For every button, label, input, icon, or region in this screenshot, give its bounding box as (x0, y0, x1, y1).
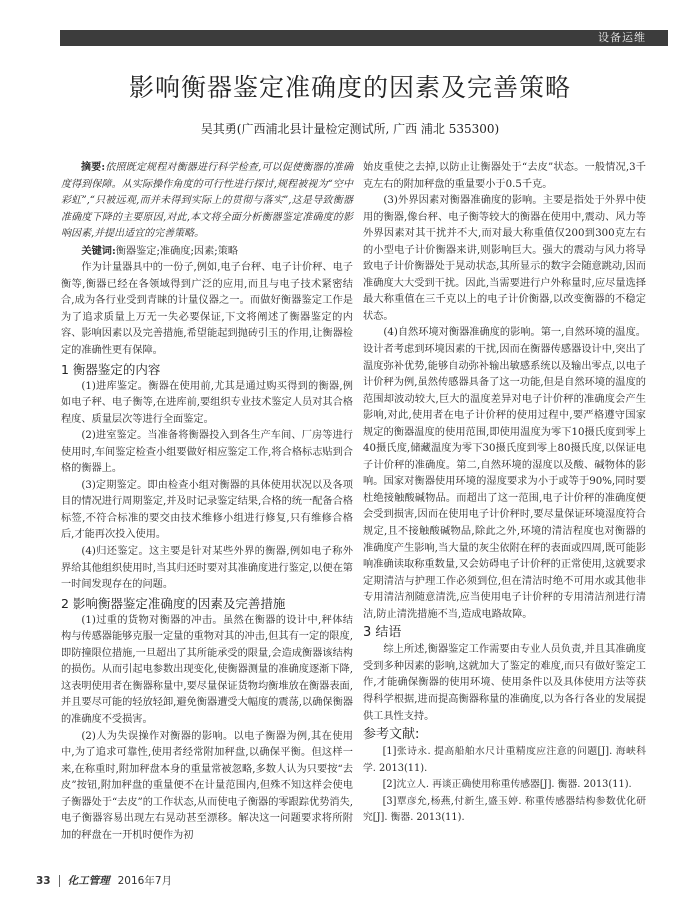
abstract-text: 依照既定规程对衡器进行科学检查,可以促使衡器的准确度得到保障。从实际操作角度的可行性进行探讨,规程被视为“空中彩虹”,“只被远观,而并未得到实际上的贯彻与落实”,这是导致衡器准确度下降的主要原因,对此,本文将全面分析衡器鉴定准确度的影响因素,并提出适宜的完善策略。 (61, 162, 353, 240)
keywords-text: 衡器鉴定;准确度;因素;策略 (115, 245, 239, 257)
keywords-label: 关键词: (81, 244, 116, 257)
footer-divider (59, 875, 60, 887)
paragraph: (3)定期鉴定。即由检查小组对衡器的具体使用状况以及各项目的情况进行周期鉴定,并及时记录鉴定结果,合格的统一配备合格标签,不符合标准的要交由技术维修小组进行修复,只有维修合格后,才能再次投入使用。 (61, 479, 353, 541)
section-1-heading: 1 衡器鉴定的内容 (61, 361, 161, 377)
left-column (61, 160, 353, 844)
paragraph: (1)过重的货物对衡器的冲击。虽然在衡器的设计中,秤体结构与传感器能够克服一定量的重物对其的冲击,但其有一定的限度,即防撞限位措施,一旦超出了其所能承受的限量,会造成衡器该结构的损伤。从而引起电参数出现变化,使衡器测量的准确度逐渐下降,这表明使用者在衡器称量中,要尽量保证货物均衡堆放在衡器表面,并且要尽可能的轻放轻卸,避免衡器遭受大幅度的震荡,以确保衡器的准确度不受损害。 (61, 614, 353, 725)
paragraph: (2)进室鉴定。当准备将衡器投入到各生产车间、厂房等进行使用时,车间鉴定检查小组要做好相应鉴定工作,将合格标志贴到合格的衡器上。 (61, 430, 353, 475)
page-number: 33 (36, 874, 51, 887)
abstract-label: 摘要: (81, 162, 106, 173)
section-3-heading: 3 结语 (363, 625, 402, 641)
paragraph: (4)归还鉴定。这主要是针对某些外界的衡器,例如电子称外界给其他组织使用时,当其归还时要对其准确度进行鉴定,以便在第一时间发现存在的问题。 (61, 546, 353, 591)
paragraph: (3)外界因素对衡器准确度的影响。主要是指处于外界中使用的衡器,像台秤、电子衡等较大的衡器在使用中,震动、风力等外界因素对其干扰并不大,而对最大称重值仅200到300克左右的小型电子计价衡器来讲,则影响巨大。强大的震动与风力将导致电子计价衡器处于晃动状态,其所显示的数字会随意跳动,因而准确度大大受到干扰。因此,当需要进行户外称量时,应尽量选择最大称重值在三千克以上的电子计价衡器,以改变衡器的不稳定状态。 (363, 195, 646, 322)
abstract (61, 160, 353, 243)
paragraph: (1)进库鉴定。衡器在使用前,尤其是通过购买得到的衡器,例如电子秤、电子衡等,在进库前,要组织专业技术鉴定人员对其合格程度、质量层次等进行全面鉴定。 (61, 380, 353, 425)
paragraph: 综上所述,衡器鉴定工作需要由专业人员负责,并且其准确度受到多种因素的影响,这就加大了鉴定的难度,而只有做好鉴定工作,才能确保衡器的使用环境、使用条件以及具体使用方法等获得科学根据,进而提高衡器称量的准确度,以为各行各业的发展提供工具性支持。 (363, 644, 646, 722)
references-heading: 参考文献: (363, 727, 420, 743)
article-authors: 吴其勇(广西浦北县计量检定测试所, 广西 浦北 535300) (200, 122, 500, 136)
section-label: 设备运维 (598, 31, 646, 44)
header-bar (60, 30, 668, 46)
paragraph: (2)人为失误操作对衡器的影响。以电子衡器为例,其在使用中,为了追求可靠性,使用者经常附加秤盘,以确保平衡。但这样一来,在称重时,附加秤盘本身的重量常被忽略,多数人认为只要按“去皮”按钮,附加秤盘的重量便不在计量范围内,但殊不知这样会使电子衡器处于“去皮”的工作状态,从而使电子衡器的零跟踪优势消失,电子衡器容易出现左右晃动甚至漂移。解决这一问题要求将所附加的秤盘在一开机时便作为初 (61, 730, 353, 841)
page-footer (36, 873, 172, 888)
article-title: 影响衡器鉴定准确度的因素及完善策略 (128, 73, 571, 102)
magazine-name: 化工管理 (67, 875, 110, 887)
issue-date: 2016年7月 (117, 875, 173, 887)
intro-paragraph: 作为计量器具中的一份子,例如,电子台秤、电子计价秤、电子衡等,衡器已经在各领域得到广泛的应用,而且与电子技术紧密结合,成为各行业受到青睐的计量仪器之一。而做好衡器鉴定工作是为了追求质量上万无一失必要保证,下文将阐述了衡器鉴定的内容、影响因素以及完善措施,希望能起到抛砖引玉的作用,让衡器检定的准确性更有保障。 (61, 262, 353, 357)
paragraph-continued: 始皮重使之去掉,以防止让衡器处于“去皮”状态。一般情况,3千克左右的附加秤盘的重量要小于0.5千克。 (363, 162, 646, 190)
reference-item: [3]覃彦允,杨燕,付新生,盛玉婷. 称重传感器结构参数优化研究[J]. 衡器. 2013(11). (363, 795, 646, 824)
right-column (363, 160, 646, 827)
section-2-heading: 2 影响衡器鉴定准确度的因素及完善措施 (61, 595, 286, 611)
keywords (61, 243, 353, 261)
reference-item: [2]沈立人. 再谈正确使用称重传感器[J]. 衡器. 2013(11). (382, 779, 632, 791)
reference-item: [1]张诗永. 提高船舶水尺计重精度应注意的问题[J]. 海峡科学. 2013(11). (363, 746, 646, 774)
paragraph: (4)自然环境对衡器准确度的影响。第一,自然环境的温度。设计者考虑到环境因素的干扰,因而在衡器传感器设计中,突出了温度弥补优势,能够自动弥补输出敏感系统以及输出零点,以电子计价秤为例,虽然传感器具备了这一功能,但是自然环境的温度的范围却波动较大,巨大的温度差异对电子计价秤的准确度会产生影响,对此,使用者在电子计价秤的使用过程中,要严格遵守国家规定的衡器温度的使用范围,即使用温度为零下10摄氏度到零上40摄氏度,储藏温度为零下30摄氏度到零上80摄氏度,以保证电子计价秤的准确度。第二,自然环境的湿度以及酸、碱物体的影响。国家对衡器使用环境的湿度要求为小于或等于90%,同时要杜绝接触酸碱物品。而超出了这一范围,电子计价秤的准确度便会受到损害,因而在使用电子计价秤时,要尽量保证环境湿度符合规定,且不接触酸碱物品,除此之外,环境的清洁程度也对衡器的准确度产生影响,当大量的灰尘依附在秤的表面或四周,既可能影响准确读取称重数量,又会妨碍电子计价秤的正常使用,这就要求定期清洁与护理工作必须到位,但在清洁时绝不可用水或其他非专用清洁剂随意清洗,应当使用电子计价秤的专用清洁剂进行清洁,防止清洗措施不当,造成电路故障。 (363, 327, 646, 620)
